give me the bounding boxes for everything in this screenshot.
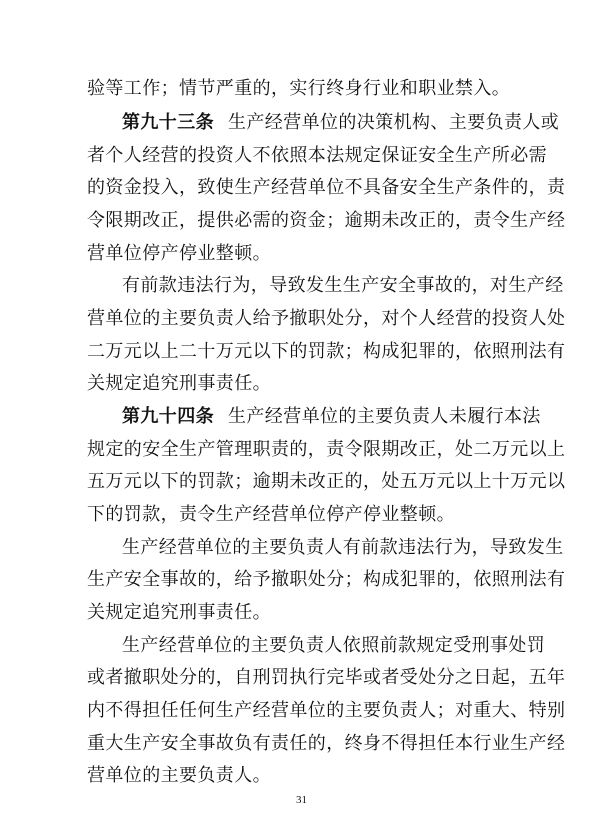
text-line	[0, 500, 603, 530]
line-text: 内不得担任任何生产经营单位的主要负责人；对重大、特别	[87, 700, 566, 721]
text-line	[0, 533, 603, 563]
text-line	[0, 108, 603, 138]
text-line	[0, 467, 603, 497]
line-text: 营单位停产停业整顿。	[87, 243, 271, 264]
line-text: 验等工作；情节严重的，实行终身行业和职业禁入。	[87, 78, 511, 99]
text-line	[0, 271, 603, 301]
text-line	[0, 304, 603, 334]
line-text: 关规定追究刑事责任。	[87, 602, 271, 623]
line-text: 关规定追究刑事责任。	[87, 373, 271, 394]
text-line	[0, 141, 603, 171]
text-line	[0, 696, 603, 726]
text-line	[0, 565, 603, 595]
text-line	[0, 369, 603, 399]
text-line	[0, 435, 603, 465]
article-heading: 第九十四条	[122, 406, 214, 427]
line-text: 营单位的主要负责人给予撤职处分，对个人经营的投资人处	[87, 308, 566, 329]
text-line	[0, 761, 603, 791]
article-heading: 第九十三条	[122, 112, 214, 133]
line-text: 二万元以上二十万元以下的罚款；构成犯罪的，依照刑法有	[87, 341, 566, 362]
text-line	[0, 598, 603, 628]
line-text: 生产经营单位的主要负责人未履行本法	[228, 406, 541, 427]
text-line	[0, 337, 603, 367]
text-line	[0, 239, 603, 269]
line-text: 五万元以下的罚款；逾期未改正的，处五万元以上十万元以	[87, 471, 566, 492]
text-line	[0, 206, 603, 236]
line-text: 生产安全事故的，给予撤职处分；构成犯罪的，依照刑法有	[87, 569, 566, 590]
line-text: 生产经营单位的主要负责人有前款违法行为，导致发生	[122, 537, 564, 558]
line-text: 营单位的主要负责人。	[87, 765, 271, 786]
text-line	[0, 74, 603, 104]
line-text: 的资金投入，致使生产经营单位不具备安全生产条件的，责	[87, 177, 566, 198]
text-line	[0, 173, 603, 203]
line-text: 重大生产安全事故负有责任的，终身不得担任本行业生产经	[87, 733, 566, 754]
line-text: 有前款违法行为，导致发生生产安全事故的，对生产经	[122, 275, 564, 296]
text-line	[0, 402, 603, 432]
line-text: 规定的安全生产管理职责的，责令限期改正，处二万元以上	[87, 439, 566, 460]
text-line	[0, 663, 603, 693]
line-text: 或者撤职处分的，自刑罚执行完毕或者受处分之日起，五年	[87, 667, 566, 688]
line-text: 者个人经营的投资人不依照本法规定保证安全生产所必需	[87, 145, 547, 166]
line-text: 令限期改正，提供必需的资金；逾期未改正的，责令生产经	[87, 210, 566, 231]
text-line	[0, 631, 603, 661]
text-line	[0, 729, 603, 759]
line-text: 生产经营单位的决策机构、主要负责人或	[228, 112, 560, 133]
line-text: 生产经营单位的主要负责人依照前款规定受刑事处罚	[122, 635, 546, 656]
line-text: 下的罚款，责令生产经营单位停产停业整顿。	[87, 504, 455, 525]
page-number: 31	[296, 794, 307, 806]
